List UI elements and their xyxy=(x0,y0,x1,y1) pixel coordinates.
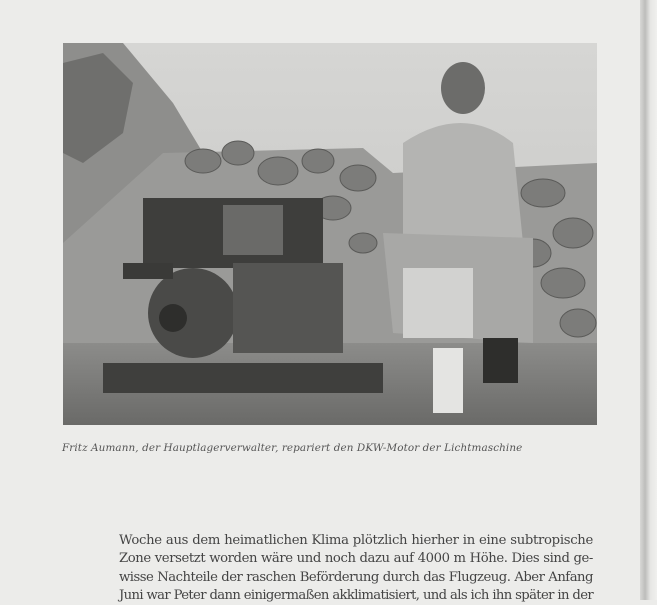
page-edge xyxy=(640,0,657,600)
body-paragraph xyxy=(119,532,593,605)
text-line: Zone versetzt worden wäre und noch dazu auf 4000 m Höhe. Dies sind ge- xyxy=(119,551,593,567)
photo-man-repairing-engine xyxy=(63,43,597,425)
photo-image xyxy=(63,43,597,425)
text-line: Woche aus dem heimatlichen Klima plötzlich hierher in eine subtropische xyxy=(119,533,593,548)
figure-caption: Fritz Aumann, der Hauptlagerverwalter, repariert den DKW-Motor der Lichtmaschine xyxy=(62,442,523,454)
text-line: wisse Nachteile der raschen Beförderung durch das Flugzeug. Aber Anfang xyxy=(119,569,593,585)
text-line: Juni war Peter dann einigermaßen akklimatisiert, und als ich ihn später in der xyxy=(119,587,593,603)
